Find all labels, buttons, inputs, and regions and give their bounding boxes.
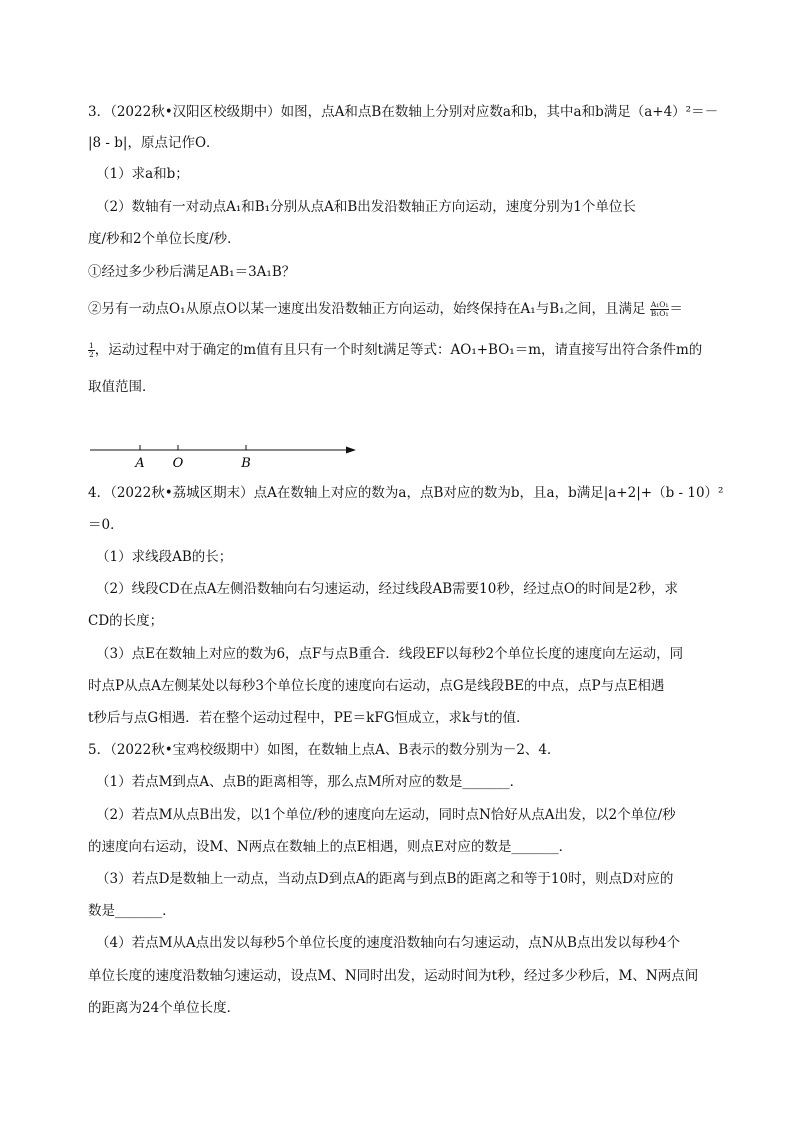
problem-3-subq-2-text: ②另有一动点O₁从原点O以某一速度出发沿数轴正方向运动，始终保持在A₁与B₁之间，且满足 [88,301,646,317]
problem-5-line-1: 5．（2022秋•宝鸡校级期中）如图，在数轴上点A、B表示的数分别为－2、4． [88,742,561,758]
problem-3-line-2: |8 - b|，原点记作O． [88,135,220,151]
problem-5-part-3-cont: 数是_______． [88,903,176,919]
problem-4-part-2: （2）线段CD在点A左侧沿数轴向右匀速运动，经过线段AB需要10秒，经过点O的时间是2秒，求 [96,581,678,597]
problem-5-part-4-cont: 单位长度的速度沿数轴匀速运动，设点M、N同时出发，运动时间为t秒，经过多少秒后，M、N两点间 [88,968,699,984]
problem-4-part-2-cont: CD的长度； [88,613,164,629]
problem-4-line-1: 4．（2022秋•荔城区期末）点A在数轴上对应的数为a，点B对应的数为b，且a，b满足|a+2|+（b - 10）² [88,485,724,501]
problem-4-part-3-end: t秒后与点G相遇．若在整个运动过程中，PE＝kFG恒成立，求k与t的值． [88,710,530,726]
half-fraction [88,342,95,359]
problem-3-part-2-cont: 度/秒和2个单位长度/秒． [88,231,241,247]
problem-3-subq-1: ①经过多少秒后满足AB₁＝3A₁B？ [88,264,296,280]
problem-3-line-1: 3．（2022秋•汉阳区校级期中）如图，点A和点B在数轴上分别对应数a和b，其中a和b满足（a+4）²＝－ [88,104,719,120]
problem-3-part-2: （2）数轴有一对动点A₁和B₁分别从点A和B出发沿数轴正方向运动，速度分别为1个单位长 [96,199,636,215]
label-o: O [172,456,184,471]
label-b: B [241,456,251,471]
problem-5-part-4-end: 的距离为24个单位长度． [88,1000,241,1016]
ratio-denominator: B₁O₁ [650,309,669,318]
ratio-numerator: A₁O₁ [650,300,669,309]
problem-4-part-3: （3）点E在数轴上对应的数为6，点F与点B重合．线段EF以每秒2个单位长度的速度向左运动，同 [96,646,684,662]
problem-3-subq-2-end: 取值范围． [88,379,156,395]
number-line-figure [88,440,360,474]
problem-4-part-1: （1）求线段AB的长； [96,549,233,565]
half-denominator: 2 [89,350,94,359]
problem-5-part-3: （3）若点D是数轴上一动点，当动点D到点A的距离与到点B的距离之和等于10时，则点D对应的 [96,871,674,887]
problem-3-part-1: （1）求a和b； [96,166,189,182]
label-a: A [135,456,145,471]
ratio-fraction [650,301,670,318]
problem-5-part-2-cont: 的速度向右运动，设M、N两点在数轴上的点E相遇，则点E对应的数是_______． [88,839,573,855]
problem-3-subq-2-text-2: ，运动过程中对于确定的m值有且只有一个时刻t满足等式：AO₁+BO₁＝m，请直接写出符合条件m的 [94,342,703,358]
problem-3-subq-2 [88,300,683,318]
problem-5-part-4: （4）若点M从A点出发以每秒5个单位长度的速度沿数轴向右匀速运动，点N从B点出发以每秒4个 [96,935,681,951]
problem-5-part-1: （1）若点M到点A、点B的距离相等，那么点M所对应的数是_______． [96,774,524,790]
ratio-equals: ＝ [669,301,683,317]
problem-5-part-2: （2）若点M从点B出发，以1个单位/秒的速度向左运动，同时点N恰好从点A出发，以2个单位/秒 [96,807,676,823]
problem-4-line-2: ＝0． [88,517,124,533]
number-line-arrow-icon [346,447,356,454]
problem-3-subq-2-cont [88,341,702,359]
problem-4-part-3-cont: 时点P从点A左侧某处以每秒3个单位长度的速度向右运动，点G是线段BE的中点，点P与点E相遇 [88,678,665,694]
half-numerator: 1 [89,341,94,350]
